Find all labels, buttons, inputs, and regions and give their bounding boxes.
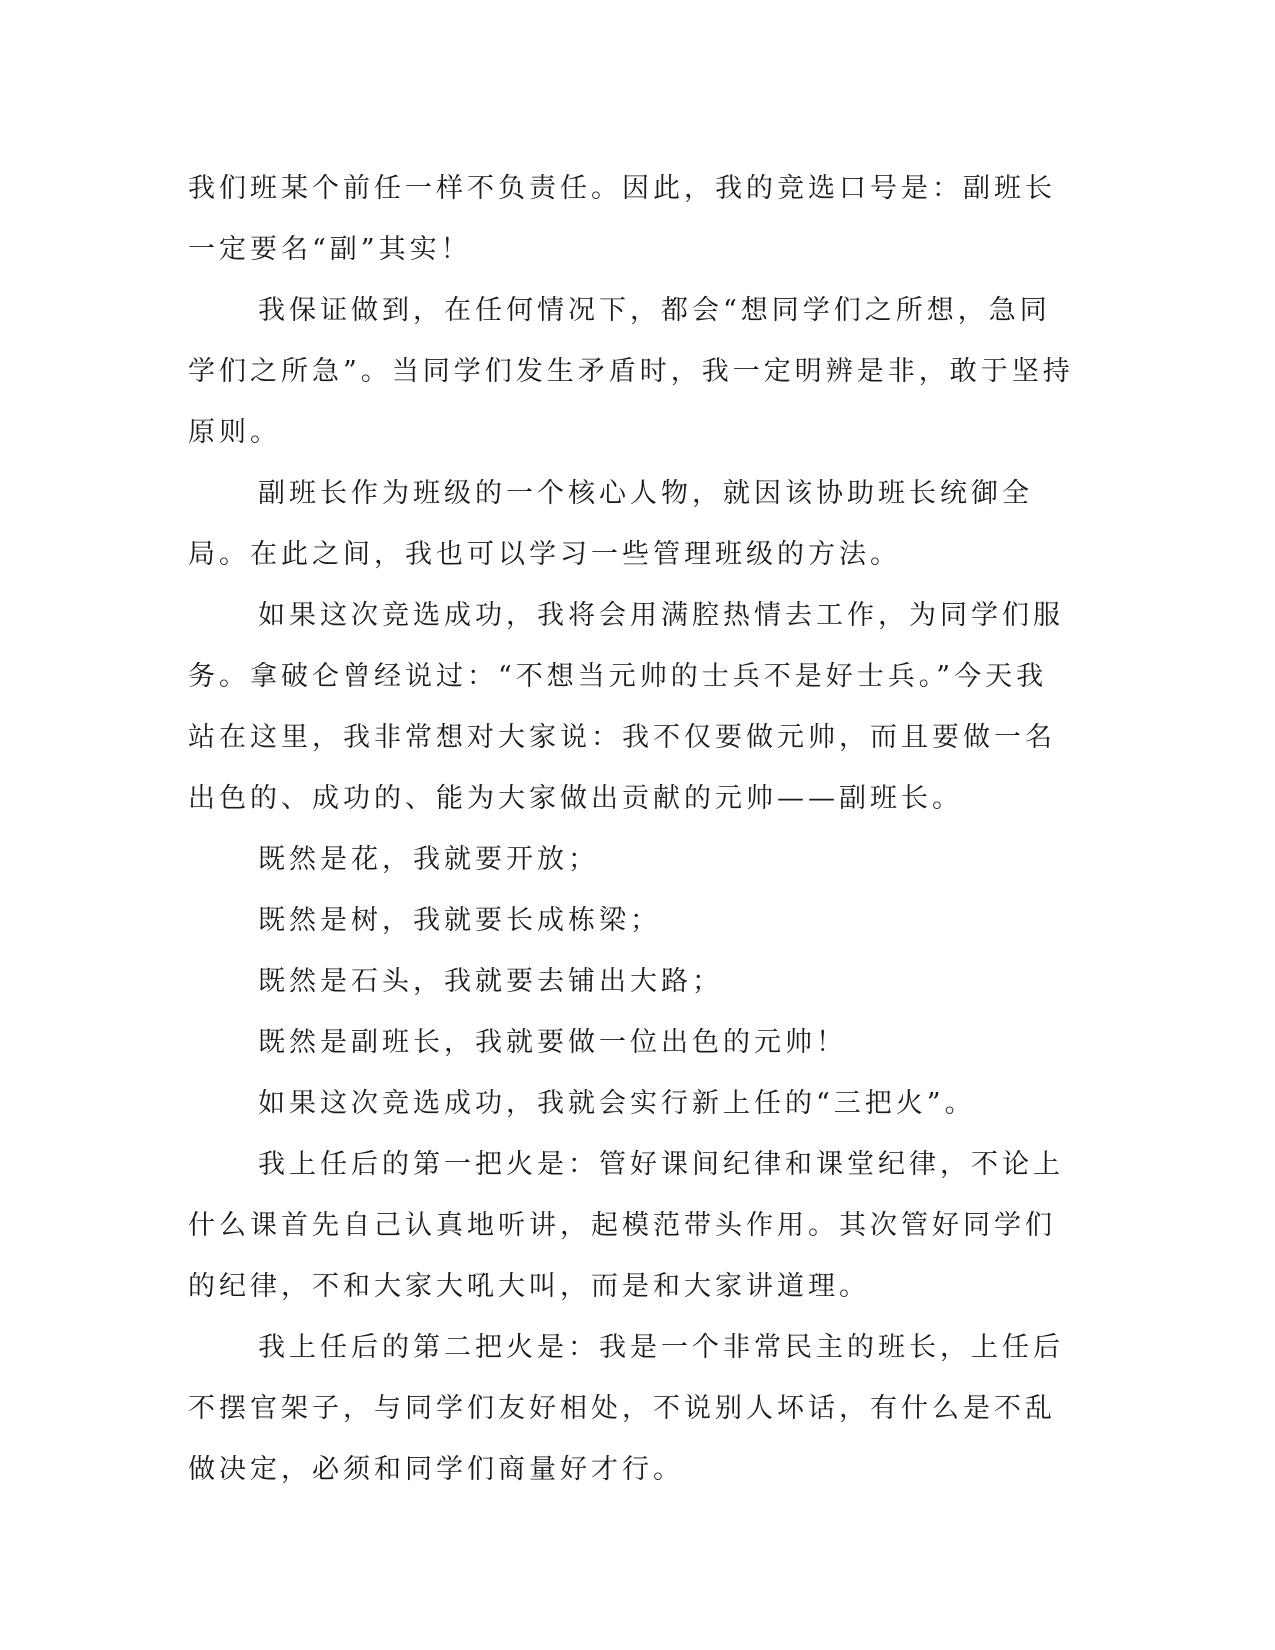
- paragraph: 既然是副班长，我就要做一位出色的元帅！: [258, 1027, 847, 1058]
- paragraph: 我保证做到，在任何情况下，都会“想同学们之所想，急同学们之所急”。当同学们发生矛盾时，我一定明辨是非，敢于坚持原则。: [188, 295, 1074, 448]
- paragraph: 既然是树，我就要长成栋梁；: [258, 905, 661, 936]
- paragraph: 我们班某个前任一样不负责任。因此，我的竞选口号是：副班长一定要名“副”其实！: [188, 173, 1056, 265]
- paragraph: 如果这次竞选成功，我将会用满腔热情去工作，为同学们服务。拿破仑曾经说过：“不想当元帅的士兵不是好士兵。”今天我站在这里，我非常想对大家说：我不仅要做元帅，而且要做一名出色的、成功的、能为大家做出贡献的元帅——副班长。: [188, 600, 1064, 814]
- paragraph: 如果这次竞选成功，我就会实行新上任的“三把火”。: [258, 1088, 976, 1119]
- paragraph: 既然是石头，我就要去铺出大路；: [258, 966, 723, 997]
- paragraph: 我上任后的第一把火是：管好课间纪律和课堂纪律，不论上什么课首先自己认真地听讲，起模范带头作用。其次管好同学们的纪律，不和大家大吼大叫，而是和大家讲道理。: [188, 1149, 1064, 1302]
- paragraph: 我上任后的第二把火是：我是一个非常民主的班长，上任后不摆官架子，与同学们友好相处，不说别人坏话，有什么是不乱做决定，必须和同学们商量好才行。: [188, 1332, 1064, 1485]
- paragraph: 既然是花，我就要开放；: [258, 844, 599, 875]
- paragraph: 副班长作为班级的一个核心人物，就因该协助班长统御全局。在此之间，我也可以学习一些管理班级的方法。: [188, 478, 1033, 570]
- document-body: [188, 158, 1078, 1500]
